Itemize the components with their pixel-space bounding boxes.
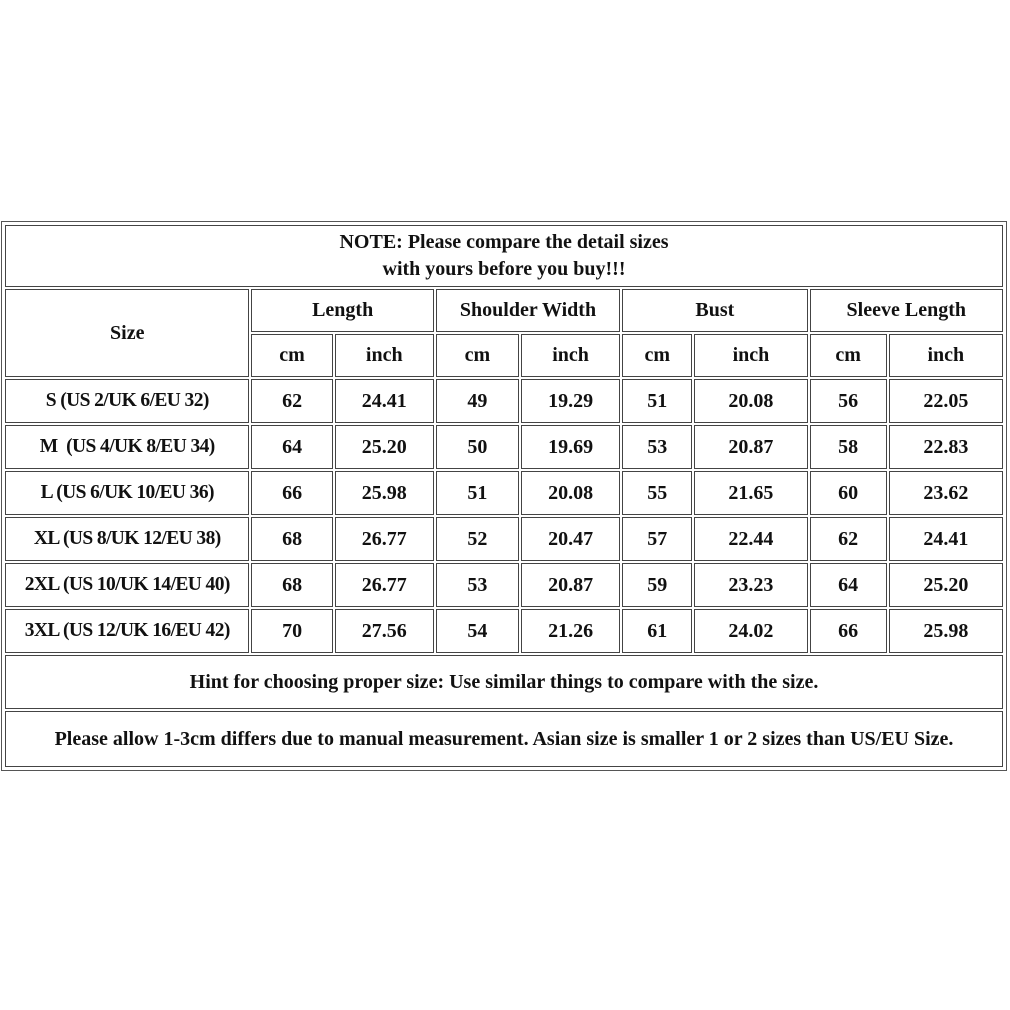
bust-cm: 55 [622, 471, 692, 515]
shoulder-cm: 52 [436, 517, 519, 561]
length-cm: 68 [251, 517, 332, 561]
length-cm: 62 [251, 379, 332, 423]
shoulder-inch: 20.87 [521, 563, 620, 607]
sleeve-cm: 58 [810, 425, 887, 469]
unit-sleeve-cm: cm [810, 334, 887, 377]
bust-inch: 20.87 [694, 425, 807, 469]
bust-inch: 24.02 [694, 609, 807, 653]
header-sleeve-length: Sleeve Length [810, 289, 1003, 332]
note-cell [5, 225, 1003, 287]
sleeve-cm: 56 [810, 379, 887, 423]
shoulder-inch: 20.08 [521, 471, 620, 515]
shoulder-cm: 51 [436, 471, 519, 515]
sleeve-cm: 60 [810, 471, 887, 515]
shoulder-inch: 21.26 [521, 609, 620, 653]
table-row-2xl [5, 563, 1003, 607]
length-inch: 24.41 [335, 379, 434, 423]
unit-sleeve-inch: inch [889, 334, 1003, 377]
size-chart [1, 221, 1007, 771]
bust-inch: 21.65 [694, 471, 807, 515]
shoulder-cm: 53 [436, 563, 519, 607]
table-row-s [5, 379, 1003, 423]
length-inch: 25.20 [335, 425, 434, 469]
length-cm: 64 [251, 425, 332, 469]
size-cell: L (US 6/UK 10/EU 36) [5, 471, 249, 515]
bust-cm: 61 [622, 609, 692, 653]
header-shoulder-width: Shoulder Width [436, 289, 620, 332]
unit-bust-cm: cm [622, 334, 692, 377]
length-inch: 26.77 [335, 563, 434, 607]
table-row-xl [5, 517, 1003, 561]
length-cm: 68 [251, 563, 332, 607]
sleeve-inch: 23.62 [889, 471, 1003, 515]
length-inch: 26.77 [335, 517, 434, 561]
table-row-l [5, 471, 1003, 515]
note-line-2: with yours before you buy!!! [382, 258, 626, 280]
sleeve-cm: 64 [810, 563, 887, 607]
shoulder-cm: 50 [436, 425, 519, 469]
bust-cm: 51 [622, 379, 692, 423]
bust-cm: 57 [622, 517, 692, 561]
sleeve-cm: 66 [810, 609, 887, 653]
unit-length-cm: cm [251, 334, 332, 377]
length-cm: 66 [251, 471, 332, 515]
bust-cm: 59 [622, 563, 692, 607]
sleeve-inch: 22.83 [889, 425, 1003, 469]
table-row-3xl [5, 609, 1003, 653]
bust-inch: 23.23 [694, 563, 807, 607]
unit-shoulder-cm: cm [436, 334, 519, 377]
measurement-disclaimer: Please allow 1-3cm differs due to manual measurement. Asian size is smaller 1 or 2 sizes than US/EU Size. [5, 711, 1003, 767]
size-cell: 3XL (US 12/UK 16/EU 42) [5, 609, 249, 653]
unit-length-inch: inch [335, 334, 434, 377]
note-line-1: NOTE: Please compare the detail sizes [339, 231, 669, 253]
length-inch: 27.56 [335, 609, 434, 653]
size-cell: 2XL (US 10/UK 14/EU 40) [5, 563, 249, 607]
size-table [3, 223, 1005, 769]
header-length: Length [251, 289, 433, 332]
shoulder-inch: 19.69 [521, 425, 620, 469]
size-cell: S (US 2/UK 6/EU 32) [5, 379, 249, 423]
shoulder-cm: 54 [436, 609, 519, 653]
sleeve-inch: 22.05 [889, 379, 1003, 423]
size-header: Size [5, 289, 249, 377]
size-cell: XL (US 8/UK 12/EU 38) [5, 517, 249, 561]
bust-inch: 20.08 [694, 379, 807, 423]
length-inch: 25.98 [335, 471, 434, 515]
sleeve-inch: 25.98 [889, 609, 1003, 653]
sleeve-inch: 25.20 [889, 563, 1003, 607]
bust-cm: 53 [622, 425, 692, 469]
shoulder-cm: 49 [436, 379, 519, 423]
shoulder-inch: 19.29 [521, 379, 620, 423]
table-row-m [5, 425, 1003, 469]
unit-bust-inch: inch [694, 334, 807, 377]
unit-shoulder-inch: inch [521, 334, 620, 377]
header-bust: Bust [622, 289, 807, 332]
size-cell: M (US 4/UK 8/EU 34) [5, 425, 249, 469]
shoulder-inch: 20.47 [521, 517, 620, 561]
hint-text: Hint for choosing proper size: Use similar things to compare with the size. [5, 655, 1003, 709]
sleeve-inch: 24.41 [889, 517, 1003, 561]
bust-inch: 22.44 [694, 517, 807, 561]
sleeve-cm: 62 [810, 517, 887, 561]
length-cm: 70 [251, 609, 332, 653]
